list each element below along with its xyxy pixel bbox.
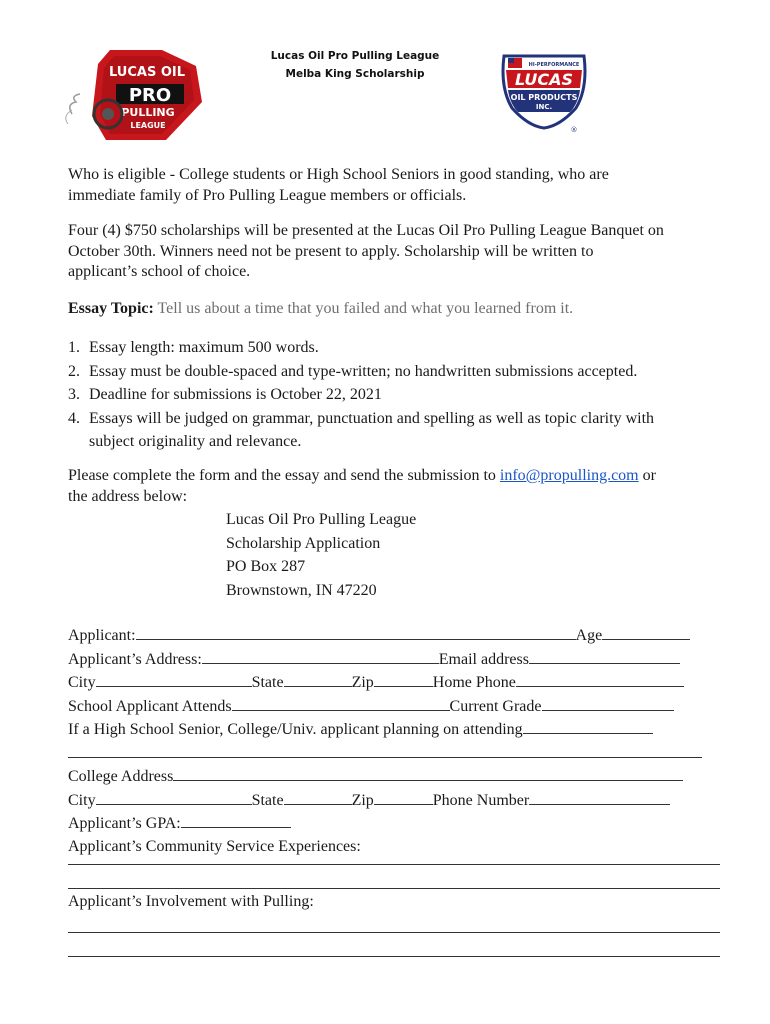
- phone-number-label: Phone Number: [432, 791, 530, 809]
- form-row-college-address: [68, 765, 702, 789]
- applicant-address-label: Applicant’s Address:: [68, 650, 202, 668]
- logo-right-text-2: LUCAS: [515, 70, 573, 89]
- community-service-label: Applicant’s Community Service Experiences:: [68, 837, 361, 855]
- document-header: [240, 47, 470, 83]
- list-text-continued: subject originality and relevance.: [89, 433, 302, 450]
- submission-line: [68, 466, 656, 487]
- home-phone-field[interactable]: [516, 671, 684, 687]
- applicant-label: Applicant:: [68, 627, 136, 644]
- college-city-field[interactable]: [96, 789, 252, 805]
- zip-field[interactable]: [374, 671, 433, 687]
- age-field[interactable]: [602, 624, 690, 640]
- essay-topic-label: Essay Topic:: [68, 300, 154, 317]
- lucas-oil-products-logo: [496, 48, 592, 136]
- current-grade-field[interactable]: [542, 695, 674, 711]
- address-line: PO Box 287: [226, 558, 306, 575]
- email-address-label: Email address: [438, 650, 529, 668]
- form-row-applicant: [68, 624, 702, 648]
- gpa-field[interactable]: [181, 812, 291, 828]
- college-zip-field[interactable]: [374, 789, 433, 805]
- eligibility-paragraph: [68, 165, 609, 206]
- address-line: Lucas Oil Pro Pulling League: [226, 511, 417, 528]
- logo-left-text-1: LUCAS OIL: [108, 65, 186, 80]
- involvement-label: Applicant’s Involvement with Pulling:: [68, 893, 314, 910]
- state-label: State: [251, 674, 284, 691]
- involvement-field-line-2[interactable]: [68, 956, 720, 957]
- email-link[interactable]: info@propulling.com: [499, 467, 639, 484]
- list-item: [68, 360, 654, 384]
- form-row-blank: [68, 742, 702, 766]
- logo-right-text-4: INC.: [535, 103, 553, 111]
- planned-college-field[interactable]: [523, 718, 653, 734]
- form-row-community-service: [68, 836, 702, 859]
- involvement-field-line-1[interactable]: [68, 932, 720, 933]
- home-phone-label: Home Phone: [432, 674, 516, 691]
- pro-pulling-league-logo: [62, 44, 210, 144]
- college-state-label: State: [251, 791, 284, 809]
- mailing-address: [226, 508, 416, 602]
- submission-instructions: [68, 466, 656, 507]
- planned-college-field-continued[interactable]: [68, 742, 702, 758]
- community-service-field-line-2[interactable]: [68, 888, 720, 889]
- submission-text-after: or: [638, 467, 656, 484]
- form-row-address: [68, 648, 702, 672]
- school-attends-field[interactable]: [232, 695, 450, 711]
- list-text: Essay must be double-spaced and type-written; no handwritten submissions accepted.: [89, 362, 638, 380]
- address-line: Scholarship Application: [226, 534, 381, 552]
- zip-label: Zip: [351, 674, 374, 691]
- list-number: 2.: [68, 362, 80, 380]
- city-field[interactable]: [96, 671, 252, 687]
- city-label: City: [68, 674, 96, 691]
- address-line: Brownstown, IN 47220: [226, 581, 377, 599]
- form-row-gpa: [68, 812, 702, 836]
- college-state-field[interactable]: [284, 789, 352, 805]
- scholarship-line: October 30th. Winners need not be present to apply. Scholarship will be written to: [68, 242, 594, 260]
- application-form: [68, 624, 702, 858]
- logo-right-text-3: OIL PRODUCTS: [510, 93, 578, 102]
- list-item: [68, 407, 654, 431]
- college-zip-label: Zip: [351, 791, 374, 809]
- current-grade-label: Current Grade: [449, 697, 542, 715]
- list-text: Essay length: maximum 500 words.: [89, 339, 319, 356]
- logo-right-text-1: HI-PERFORMANCE: [528, 62, 580, 68]
- logo-left-text-3: PULLING: [121, 106, 175, 119]
- gpa-label: Applicant’s GPA:: [68, 815, 181, 832]
- college-address-field[interactable]: [173, 765, 683, 781]
- submission-line-2: the address below:: [68, 487, 188, 505]
- form-row-school: [68, 695, 702, 719]
- form-row-hs-senior: [68, 718, 702, 742]
- eligibility-line: Who is eligible - College students or High School Seniors in good standing, who are: [68, 166, 609, 183]
- hs-senior-label: If a High School Senior, College/Univ. applicant planning on attending: [68, 721, 523, 738]
- list-number: 1.: [68, 339, 80, 356]
- form-row-college-city: [68, 789, 702, 813]
- list-number: 4.: [68, 409, 80, 427]
- list-item: [68, 336, 654, 360]
- community-service-field-line-1[interactable]: [68, 864, 720, 865]
- list-text: Deadline for submissions is October 22, 2021: [89, 386, 382, 403]
- essay-topic: [68, 299, 573, 320]
- submission-text: Please complete the form and the essay and send the submission to: [68, 467, 500, 484]
- list-number: 3.: [68, 386, 80, 403]
- form-row-city: [68, 671, 702, 695]
- phone-number-field[interactable]: [529, 789, 670, 805]
- essay-topic-text: Tell us about a time that you failed and what you learned from it.: [153, 300, 574, 317]
- eligibility-line: immediate family of Pro Pulling League members or officials.: [68, 186, 467, 204]
- logo-left-text-4: LEAGUE: [130, 121, 166, 130]
- college-address-label: College Address: [68, 768, 174, 785]
- school-attends-label: School Applicant Attends: [68, 697, 232, 715]
- logo-right-text-5: ®: [570, 126, 578, 134]
- college-city-label: City: [68, 791, 96, 809]
- list-text: Essays will be judged on grammar, punctuation and spelling as well as topic clarity with: [89, 409, 655, 427]
- header-line-1: Lucas Oil Pro Pulling League: [270, 50, 440, 62]
- scholarship-line: applicant’s school of choice.: [68, 263, 251, 280]
- applicant-field[interactable]: [136, 624, 576, 640]
- scholarship-line: Four (4) $750 scholarships will be presented at the Lucas Oil Pro Pulling League Banquet on: [68, 222, 664, 239]
- header-line-2: Melba King Scholarship: [285, 68, 425, 80]
- state-field[interactable]: [284, 671, 352, 687]
- essay-rules-list: [68, 336, 654, 454]
- list-item: [68, 383, 654, 407]
- applicant-address-field[interactable]: [202, 648, 439, 664]
- email-address-field[interactable]: [529, 648, 680, 664]
- age-label: Age: [575, 627, 603, 644]
- scholarship-paragraph: [68, 221, 664, 283]
- logo-left-text-2: PRO: [128, 85, 172, 106]
